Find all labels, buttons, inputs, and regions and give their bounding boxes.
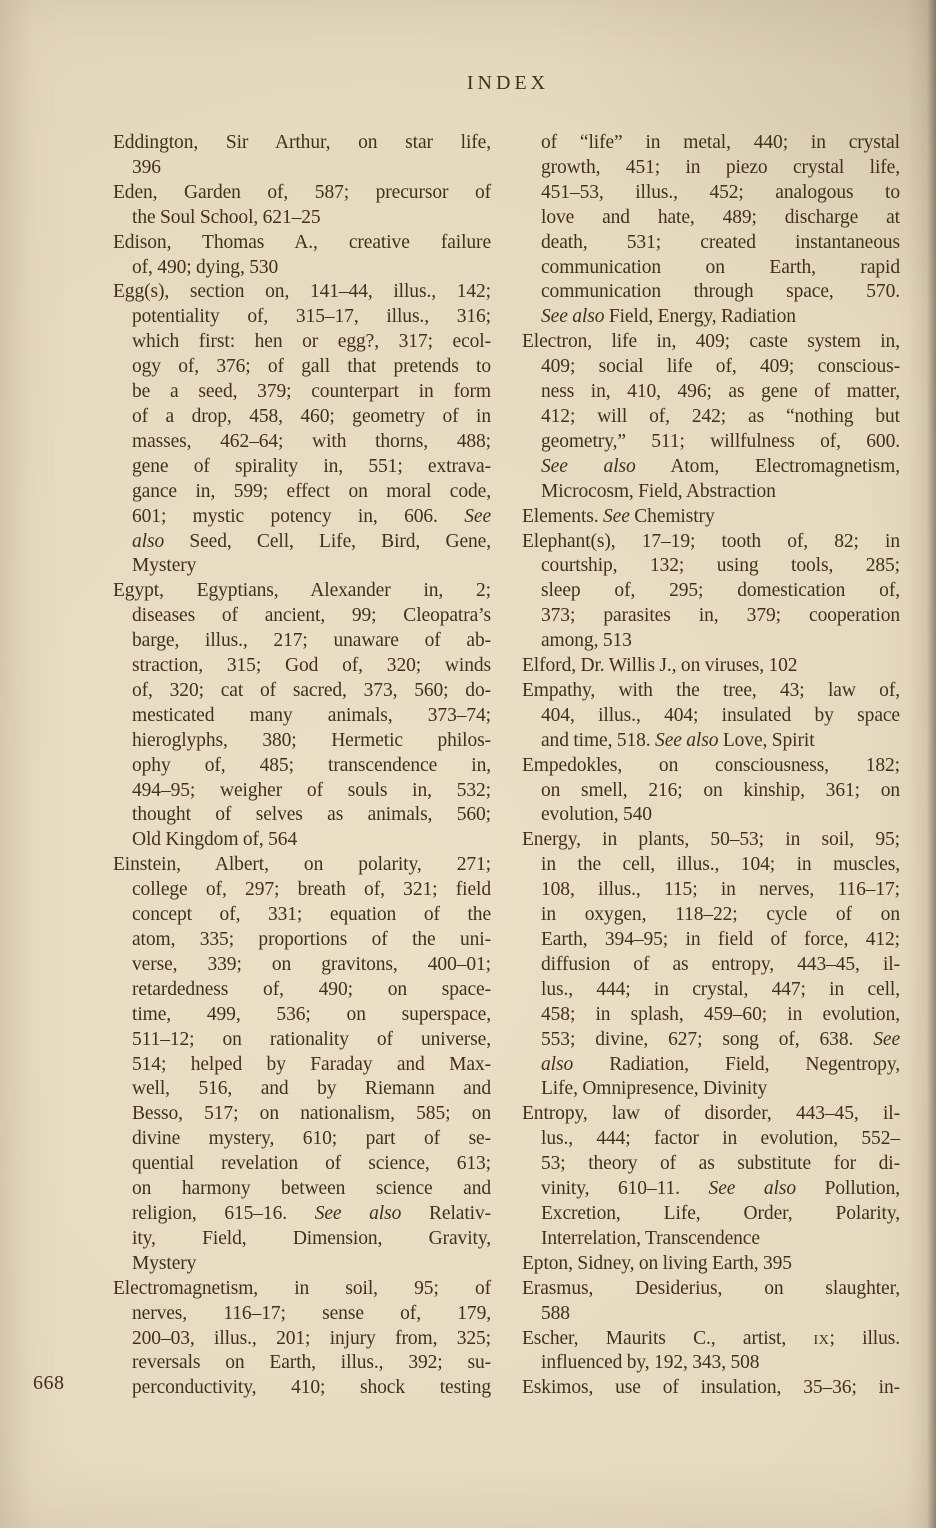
index-line: lus., 444; factor in evolution, 552– <box>541 1128 900 1150</box>
index-line: divine mystery, 610; part of se- <box>132 1128 491 1150</box>
index-entry <box>522 530 900 655</box>
index-line: and time, 518. See also Love, Spirit <box>541 729 815 751</box>
index-line: of a drop, 458, 460; geometry of in <box>132 405 491 427</box>
index-entry <box>522 1376 900 1401</box>
index-line: death, 531; created instantaneous <box>541 231 900 253</box>
index-line: college of, 297; breath of, 321; field <box>132 879 491 901</box>
index-line: perconductivity, 410; shock testing <box>132 1377 491 1399</box>
index-line: Old Kingdom of, 564 <box>132 829 298 851</box>
index-line: straction, 315; God of, 320; winds <box>132 655 491 677</box>
small-caps-text: ix <box>813 1327 830 1349</box>
index-line: reversals on Earth, illus., 392; su- <box>132 1352 491 1374</box>
cross-reference-text: See also <box>541 306 605 328</box>
index-line: concept of, 331; equation of the <box>132 904 491 926</box>
index-entry <box>522 1102 900 1251</box>
index-line: of “life” in metal, 440; in crystal <box>541 132 900 153</box>
index-entry <box>113 853 491 1276</box>
index-line: in the cell, illus., 104; in muscles, <box>541 854 900 876</box>
index-entry <box>522 754 900 829</box>
index-entry <box>113 280 491 579</box>
index-line: love and hate, 489; discharge at <box>541 206 900 228</box>
index-line: Microcosm, Field, Abstraction <box>541 480 776 502</box>
index-line: evolution, 540 <box>541 804 652 826</box>
index-line: which first: hen or egg?, 317; ecol- <box>132 331 491 353</box>
index-line: vinity, 610–11. See also Pollution, <box>541 1178 900 1200</box>
index-line: See also Atom, Electromagnetism, <box>541 455 900 477</box>
index-column-right <box>522 131 900 1401</box>
index-entry <box>113 1277 491 1402</box>
index-line: Entropy, law of disorder, 443–45, il- <box>522 1103 900 1125</box>
index-line: lus., 444; in crystal, 447; in cell, <box>541 978 900 1000</box>
index-line: be a seed, 379; counterpart in form <box>132 381 491 403</box>
index-line: Eskimos, use of insulation, 35–36; in- <box>522 1377 900 1399</box>
index-line: Escher, Maurits C., artist, ix; illus. <box>522 1327 900 1349</box>
index-line: Energy, in plants, 50–53; in soil, 95; <box>522 829 900 851</box>
index-entry <box>113 131 491 181</box>
index-line: religion, 615–16. See also Relativ- <box>132 1202 491 1224</box>
index-line: atom, 335; proportions of the uni- <box>132 929 491 950</box>
index-line: Elements. See Chemistry <box>522 505 715 527</box>
index-line: also Radiation, Field, Negentropy, <box>541 1053 900 1075</box>
cross-reference-text: also <box>132 530 165 552</box>
index-line: Earth, 394–95; in field of force, 412; <box>541 929 900 950</box>
index-line: of, 320; cat of sacred, 373, 560; do- <box>132 679 491 701</box>
index-line: verse, 339; on gravitons, 400–01; <box>132 953 491 975</box>
index-entry <box>522 1327 900 1377</box>
index-line: quential revelation of science, 613; <box>132 1153 491 1175</box>
index-line: Empathy, with the tree, 43; law of, <box>522 679 900 701</box>
index-line: 53; theory of as substitute for di- <box>541 1153 900 1175</box>
index-line: of, 490; dying, 530 <box>132 256 279 278</box>
index-line: in oxygen, 118–22; cycle of on <box>541 904 900 926</box>
cross-reference-text: See also <box>655 729 719 751</box>
index-line: Epton, Sidney, on living Earth, 395 <box>522 1252 792 1274</box>
index-line: diffusion of as entropy, 443–45, il- <box>541 953 900 975</box>
index-line: gene of spirality in, 551; extrava- <box>132 455 491 477</box>
index-column-left <box>113 131 491 1401</box>
index-entry <box>522 131 900 330</box>
index-entry <box>113 181 491 231</box>
index-line: 511–12; on rationality of universe, <box>132 1028 491 1050</box>
index-line: 514; helped by Faraday and Max- <box>132 1053 491 1075</box>
index-line: Eden, Garden of, 587; precursor of <box>113 181 491 203</box>
index-line: communication through space, 570. <box>541 281 900 303</box>
index-line: retardedness of, 490; on space- <box>132 978 491 1000</box>
index-entry <box>522 505 900 530</box>
index-line: masses, 462–64; with thorns, 488; <box>132 430 491 452</box>
index-line: thought of selves as animals, 560; <box>132 804 491 826</box>
index-entry <box>113 579 491 853</box>
index-line: on harmony between science and <box>132 1178 491 1200</box>
index-line: ity, Field, Dimension, Gravity, <box>132 1227 491 1249</box>
cross-reference-text: See also <box>314 1202 402 1224</box>
index-line: Electron, life in, 409; caste system in, <box>522 331 900 353</box>
index-line: on smell, 216; on kinship, 361; on <box>541 779 900 801</box>
cross-reference-text: See <box>603 505 630 527</box>
index-line: 108, illus., 115; in nerves, 116–17; <box>541 879 900 901</box>
page-number: 668 <box>33 1372 65 1394</box>
index-line: Erasmus, Desiderius, on slaughter, <box>522 1277 900 1299</box>
index-entry <box>522 330 900 504</box>
index-entry <box>522 828 900 1102</box>
index-line: 494–95; weigher of souls in, 532; <box>132 779 491 801</box>
index-line: 409; social life of, 409; conscious- <box>541 356 900 378</box>
index-entry <box>113 231 491 281</box>
index-line: Elford, Dr. Willis J., on viruses, 102 <box>522 655 798 677</box>
index-line: Interrelation, Transcendence <box>541 1227 760 1249</box>
index-line: diseases of ancient, 99; Cleopatra’s <box>132 605 491 627</box>
index-line: Egg(s), section on, 141–44, illus., 142; <box>113 281 491 303</box>
index-line: Excretion, Life, Order, Polarity, <box>541 1202 900 1224</box>
index-line: Egypt, Egyptians, Alexander in, 2; <box>113 580 491 602</box>
cross-reference-text: also <box>541 1053 574 1075</box>
index-line: Einstein, Albert, on polarity, 271; <box>113 854 491 876</box>
index-line: mesticated many animals, 373–74; <box>132 704 491 726</box>
index-line: 404, illus., 404; insulated by space <box>541 704 900 726</box>
index-line: well, 516, and by Riemann and <box>132 1078 491 1100</box>
index-line: sleep of, 295; domestication of, <box>541 580 900 602</box>
cross-reference-text: See also <box>541 455 636 477</box>
index-entry <box>522 1277 900 1327</box>
cross-reference-text: See also <box>708 1178 797 1200</box>
index-line: 601; mystic potency in, 606. See <box>132 505 491 527</box>
index-line: 553; divine, 627; song of, 638. See <box>541 1028 900 1050</box>
index-line: courtship, 132; using tools, 285; <box>541 555 900 577</box>
index-line: 412; will of, 242; as “nothing but <box>541 405 900 427</box>
index-entry <box>522 654 900 679</box>
index-line: ness in, 410, 496; as gene of matter, <box>541 381 900 403</box>
index-line: geometry,” 511; willfulness of, 600. <box>541 430 900 452</box>
index-line: See also Field, Energy, Radiation <box>541 306 796 328</box>
index-line: hieroglyphs, 380; Hermetic philos- <box>132 729 491 751</box>
index-line: Mystery <box>132 1252 197 1274</box>
index-line: Besso, 517; on nationalism, 585; on <box>132 1103 491 1125</box>
index-line: Life, Omnipresence, Divinity <box>541 1078 768 1100</box>
index-line: time, 499, 536; on superspace, <box>132 1003 491 1025</box>
index-line: ogy of, 376; of gall that pretends to <box>132 356 491 378</box>
index-line: Electromagnetism, in soil, 95; of <box>113 1277 491 1299</box>
index-entry <box>522 1252 900 1277</box>
index-line: 458; in splash, 459–60; in evolution, <box>541 1003 900 1025</box>
index-line: potentiality of, 315–17, illus., 316; <box>132 306 491 328</box>
index-line: also Seed, Cell, Life, Bird, Gene, <box>132 530 491 552</box>
index-line: among, 513 <box>541 630 632 652</box>
cross-reference-text: See <box>464 505 491 527</box>
index-line: communication on Earth, rapid <box>541 256 900 278</box>
index-line: influenced by, 192, 343, 508 <box>541 1352 760 1374</box>
index-line: barge, illus., 217; unaware of ab- <box>132 630 491 652</box>
index-entry <box>522 679 900 754</box>
index-line: 396 <box>132 156 161 178</box>
index-line: the Soul School, 621–25 <box>132 206 321 228</box>
page-title: INDEX <box>466 72 550 94</box>
index-line: Edison, Thomas A., creative failure <box>113 231 491 253</box>
index-line: 451–53, illus., 452; analogous to <box>541 181 900 203</box>
index-line: 588 <box>541 1302 570 1324</box>
index-line: nerves, 116–17; sense of, 179, <box>132 1302 491 1324</box>
index-line: 373; parasites in, 379; cooperation <box>541 605 900 627</box>
index-line: Elephant(s), 17–19; tooth of, 82; in <box>522 530 900 552</box>
index-line: ophy of, 485; transcendence in, <box>132 754 491 776</box>
index-line: gance in, 599; effect on moral code, <box>132 480 491 502</box>
index-line: growth, 451; in piezo crystal life, <box>541 156 900 178</box>
index-line: Eddington, Sir Arthur, on star life, <box>113 132 491 153</box>
index-line: Mystery <box>132 555 197 577</box>
index-line: Empedokles, on consciousness, 182; <box>522 754 900 776</box>
index-line: 200–03, illus., 201; injury from, 325; <box>132 1327 491 1349</box>
cross-reference-text: See <box>873 1028 900 1050</box>
